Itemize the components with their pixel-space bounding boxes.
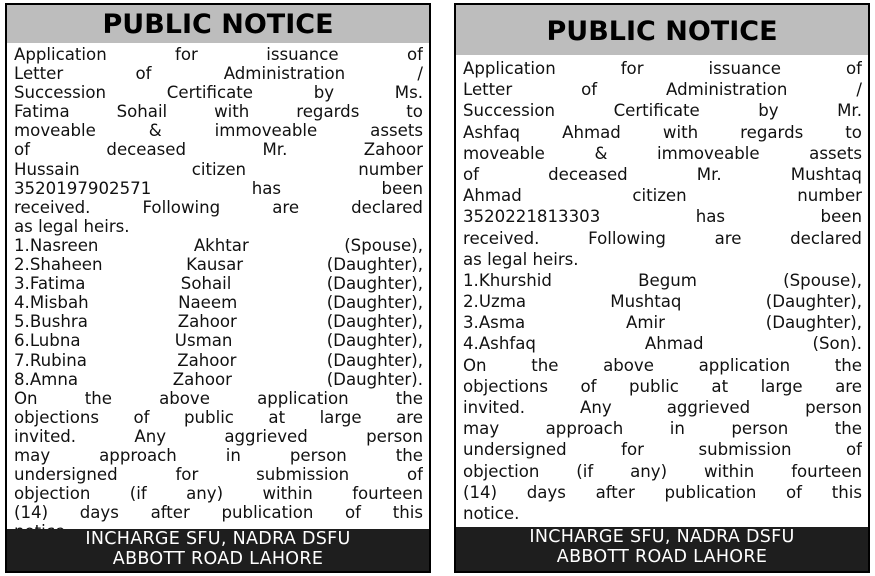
notice-word: 3.Fatima (14, 274, 86, 294)
notice-word: (Daughter), (326, 312, 423, 332)
notice-word: On (14, 388, 38, 408)
notice-word: objections (14, 407, 100, 427)
notice-line (463, 122, 862, 143)
footer-line-1: INCHARGE SFU, NADRA DSFU (529, 527, 795, 547)
notice-line (14, 45, 423, 64)
notice-word: (Daughter), (765, 292, 862, 312)
notice-word: by (758, 101, 779, 121)
notice-word: 1.Nasreen (14, 235, 99, 255)
notice-line (463, 333, 862, 354)
notice-word: 1.Khurshid (463, 270, 552, 290)
notice-word: deceased (106, 140, 187, 160)
notice-word: aggrieved (666, 398, 751, 417)
notice-word: undersigned (463, 440, 567, 460)
notice-word: On (463, 355, 487, 375)
notice-word: moveable (14, 121, 96, 141)
notice-word: objection (14, 484, 91, 504)
notice-word: regards (740, 122, 804, 142)
notice-line (14, 484, 423, 503)
notice-word: Mushtaq (610, 292, 682, 312)
notice-line (463, 312, 862, 333)
notice-line (14, 446, 423, 465)
notice-word: (Son). (812, 334, 862, 354)
notice-word: regards (296, 102, 360, 122)
notice-word: Zahoor (177, 312, 237, 332)
notice-word: for (175, 465, 199, 485)
notice-word: 8.Amna (14, 369, 79, 389)
notice-word: approach (99, 445, 177, 465)
notice-word: submission (256, 465, 350, 485)
notice-line (463, 249, 862, 270)
notice-word: of (786, 482, 803, 502)
notice-word: large (760, 376, 803, 396)
notice-line (463, 397, 862, 418)
notice-word: publication (664, 482, 757, 502)
notice-word: number (797, 186, 862, 206)
notice-word: Ahmad (644, 334, 704, 354)
notice-word: any) (186, 484, 224, 504)
notice-word: the (84, 388, 112, 408)
notice-line (463, 418, 862, 439)
notice-word: public (184, 407, 234, 427)
footer-line-1: INCHARGE SFU, NADRA DSFU (85, 529, 351, 549)
notice-word: within (703, 461, 755, 481)
notice-word: immoveable (656, 143, 760, 163)
notice-word: approach (545, 419, 624, 439)
notice-word: aggrieved (224, 426, 308, 446)
notice-word: for (621, 440, 644, 460)
notice-word: of (406, 465, 423, 485)
notice-word: as legal heirs. (14, 216, 130, 236)
notice-line (14, 83, 423, 102)
footer-line-2: ABBOTT ROAD LAHORE (556, 547, 768, 567)
notice-word: with (662, 122, 699, 142)
notice-line (14, 465, 423, 484)
notice-word: for (175, 45, 198, 64)
notice-word: 2.Shaheen (14, 255, 103, 275)
notice-word: Sohail (116, 102, 168, 122)
notice-line (14, 140, 423, 159)
notice-word: been (381, 178, 423, 198)
notice-word: the (834, 419, 862, 439)
notice-line (14, 370, 423, 389)
notice-word: Following (142, 197, 221, 217)
notice-word: application (257, 388, 349, 408)
notice-word: Any (580, 398, 612, 417)
notice-word: to (406, 102, 423, 122)
notice-word: assets (370, 121, 423, 141)
notice-word: notice. (463, 503, 520, 523)
notice-line (463, 461, 862, 482)
notice-word: Letter (14, 64, 64, 84)
notice-word: days (526, 482, 566, 502)
notice-word: person (805, 398, 862, 417)
notice-word: 4.Ashfaq (463, 334, 536, 354)
notice-word: (Daughter), (326, 255, 423, 275)
notice-word: of (581, 80, 598, 100)
notice-word: in (669, 419, 685, 439)
notice-word: Ahmad (463, 186, 522, 206)
notice-word: (14) (14, 503, 49, 523)
notice-word: & (148, 121, 162, 141)
notice-word: issuance (708, 59, 781, 78)
notice-word: (14) (463, 482, 498, 502)
notice-line (14, 503, 423, 522)
notice-word: as legal heirs. (463, 249, 579, 269)
notice-word: the (395, 388, 423, 408)
notice-word: after (150, 503, 190, 523)
notice-word: Fatima (14, 102, 70, 122)
notice-word: Certificate (166, 83, 253, 103)
notice-word: Zahoor (363, 140, 423, 160)
notice-line (463, 185, 862, 206)
notice-word: Letter (463, 80, 513, 100)
notice-word: above (603, 355, 654, 375)
notice-word: of (845, 59, 862, 78)
notice-word: Following (588, 228, 666, 248)
notice-word: for (620, 59, 644, 78)
notice-word: Succession (14, 83, 107, 103)
notice-word: this (831, 482, 862, 502)
notice-line (463, 439, 862, 460)
notice-line (463, 164, 862, 185)
notice-word: Ahmad (562, 122, 621, 142)
notice-word: (if (129, 484, 147, 504)
notice-word: undersigned (14, 465, 118, 485)
notice-line (14, 179, 423, 198)
notice-word: Mushtaq (790, 164, 862, 184)
notice-word: are (714, 228, 742, 248)
notice-line (463, 482, 862, 503)
notice-word: received. (14, 197, 91, 217)
notice-word: (Daughter), (765, 313, 862, 333)
notice-word: submission (698, 440, 792, 460)
notice-word: application (698, 355, 791, 375)
notice-word: this (392, 503, 423, 523)
notice-line (463, 291, 862, 312)
notice-word: to (845, 122, 862, 142)
notice-word: (Daughter), (326, 350, 423, 370)
notice-line (14, 102, 423, 121)
notice-line (14, 160, 423, 179)
notice-word: been (820, 207, 862, 227)
notice-word: 5.Bushra (14, 312, 88, 332)
notice-word: of (463, 164, 479, 184)
notice-word: 3520197902571 (14, 178, 152, 198)
notice-word: Mr. (696, 164, 722, 184)
notice-title: PUBLIC NOTICE (7, 5, 429, 43)
notice-word: may (463, 419, 500, 439)
notice-line (14, 427, 423, 446)
notice-word: declared (351, 197, 423, 217)
notice-word: are (396, 407, 423, 427)
notice-word: Usman (174, 331, 233, 351)
notice-word: Application (463, 59, 556, 78)
notice-word: Ms. (394, 83, 423, 103)
notice-line (14, 255, 423, 274)
notice-word: large (319, 407, 362, 427)
notice-word: 3520221813303 (463, 207, 601, 227)
notice-word: Administration (223, 64, 346, 84)
notice-word: / (417, 64, 423, 84)
notice-word: at (711, 376, 729, 396)
notice-word: days (79, 503, 119, 523)
notice-word: of (845, 440, 862, 460)
notice-word: fourteen (791, 461, 862, 481)
notice-word: public (629, 376, 679, 396)
notice-word: Any (134, 426, 167, 446)
notice-word: may (14, 445, 51, 465)
notice-line (463, 355, 862, 376)
notice-line (14, 389, 423, 408)
notice-word: above (159, 388, 210, 408)
notice-word: publication (221, 503, 314, 523)
notice-line (463, 206, 862, 227)
notice-line (14, 351, 423, 370)
notice-line (463, 58, 862, 79)
notice-word: of (345, 503, 362, 523)
notice-word: at (268, 407, 286, 427)
notice-line (463, 228, 862, 249)
notice-line (14, 293, 423, 312)
notice-line (463, 270, 862, 291)
notice-line (14, 64, 423, 83)
notice-line (14, 236, 423, 255)
notice-line (14, 331, 423, 350)
notice-word: Certificate (613, 101, 700, 121)
notice-word: Administration (666, 80, 788, 100)
notice-word: & (594, 143, 608, 163)
notice-word: (Daughter), (326, 293, 423, 313)
notice-word: assets (809, 143, 862, 163)
notice-word: Akhtar (193, 235, 249, 255)
notice-word: the (395, 445, 423, 465)
notice-word: 3.Asma (463, 313, 526, 333)
notice-word: (Daughter). (326, 369, 423, 389)
notice-word: Amir (625, 313, 665, 333)
notice-word: within (262, 484, 313, 504)
notice-line (14, 198, 423, 217)
notice-word: Succession (463, 101, 556, 121)
notice-word: 2.Uzma (463, 292, 527, 312)
notice-line (14, 217, 423, 236)
notice-word: Mr. (837, 101, 862, 121)
notice-word: number (358, 159, 423, 179)
notice-title: PUBLIC NOTICE (456, 5, 868, 55)
notice-word: has (695, 207, 726, 227)
notice-word: fourteen (352, 484, 423, 504)
notice-word: by (313, 83, 335, 103)
notice-line (463, 503, 862, 524)
notice-line (463, 143, 862, 164)
notice-line (14, 274, 423, 293)
notice-word: deceased (548, 164, 628, 184)
notice-word: the (531, 355, 559, 375)
notice-word: are (272, 197, 300, 217)
notice-word: in (225, 445, 241, 465)
notice-word: Application (14, 45, 107, 64)
notice-word: 4.Misbah (14, 293, 89, 313)
notice-word: 6.Lubna (14, 331, 81, 351)
notice-footer (7, 529, 429, 571)
notice-word: objections (463, 376, 549, 396)
notice-word: any) (630, 461, 668, 481)
notice-word: Sohail (180, 274, 232, 294)
notice-line (463, 376, 862, 397)
notice-word: Kausar (186, 255, 244, 275)
notice-word: with (214, 102, 250, 122)
notice-line (463, 79, 862, 100)
notice-footer (456, 527, 868, 571)
notice-word: Zahoor (177, 350, 237, 370)
notice-word: Mr. (262, 140, 288, 160)
notice-word: objection (463, 461, 540, 481)
notice-word: Hussain (14, 159, 80, 179)
notice-word: Naeem (178, 293, 238, 313)
notice-word: / (856, 80, 862, 100)
notice-body (463, 58, 862, 524)
notice-word: the (834, 355, 862, 375)
notice-word: Zahoor (172, 369, 232, 389)
notice-word: (if (576, 461, 594, 481)
notice-line (14, 121, 423, 140)
notice-word: of (580, 376, 597, 396)
notice-word: Begum (638, 270, 697, 290)
notice-line (463, 100, 862, 121)
notice-word: invited. (14, 426, 77, 446)
notice-word: Ashfaq (463, 122, 521, 142)
public-notice-left (5, 3, 431, 573)
notice-line (14, 312, 423, 331)
notice-word: person (289, 445, 347, 465)
notice-word: declared (790, 228, 862, 248)
notice-word: has (251, 178, 282, 198)
notice-word: are (835, 376, 862, 396)
notice-word: citizen (191, 159, 247, 179)
notice-word: invited. (463, 398, 526, 417)
notice-word: of (135, 64, 152, 84)
notice-word: (Daughter), (326, 274, 423, 294)
notice-word: of (14, 140, 30, 160)
notice-body (14, 45, 423, 541)
notice-word: immoveable (214, 121, 318, 141)
notice-line (14, 408, 423, 427)
notice-word: (Daughter), (326, 331, 423, 351)
notice-word: citizen (632, 186, 687, 206)
notice-word: 7.Rubina (14, 350, 87, 370)
notice-word: (Spouse), (783, 270, 862, 290)
notice-word: issuance (266, 45, 339, 64)
notice-word: moveable (463, 143, 545, 163)
footer-line-2: ABBOTT ROAD LAHORE (112, 549, 324, 569)
notice-word: after (595, 482, 635, 502)
notice-word: person (366, 426, 423, 446)
notice-word: of (133, 407, 150, 427)
public-notice-right (454, 3, 870, 573)
notice-word: person (731, 419, 789, 439)
notice-word: (Spouse), (344, 235, 423, 255)
notice-word: received. (463, 228, 540, 248)
notice-word: of (406, 45, 423, 64)
